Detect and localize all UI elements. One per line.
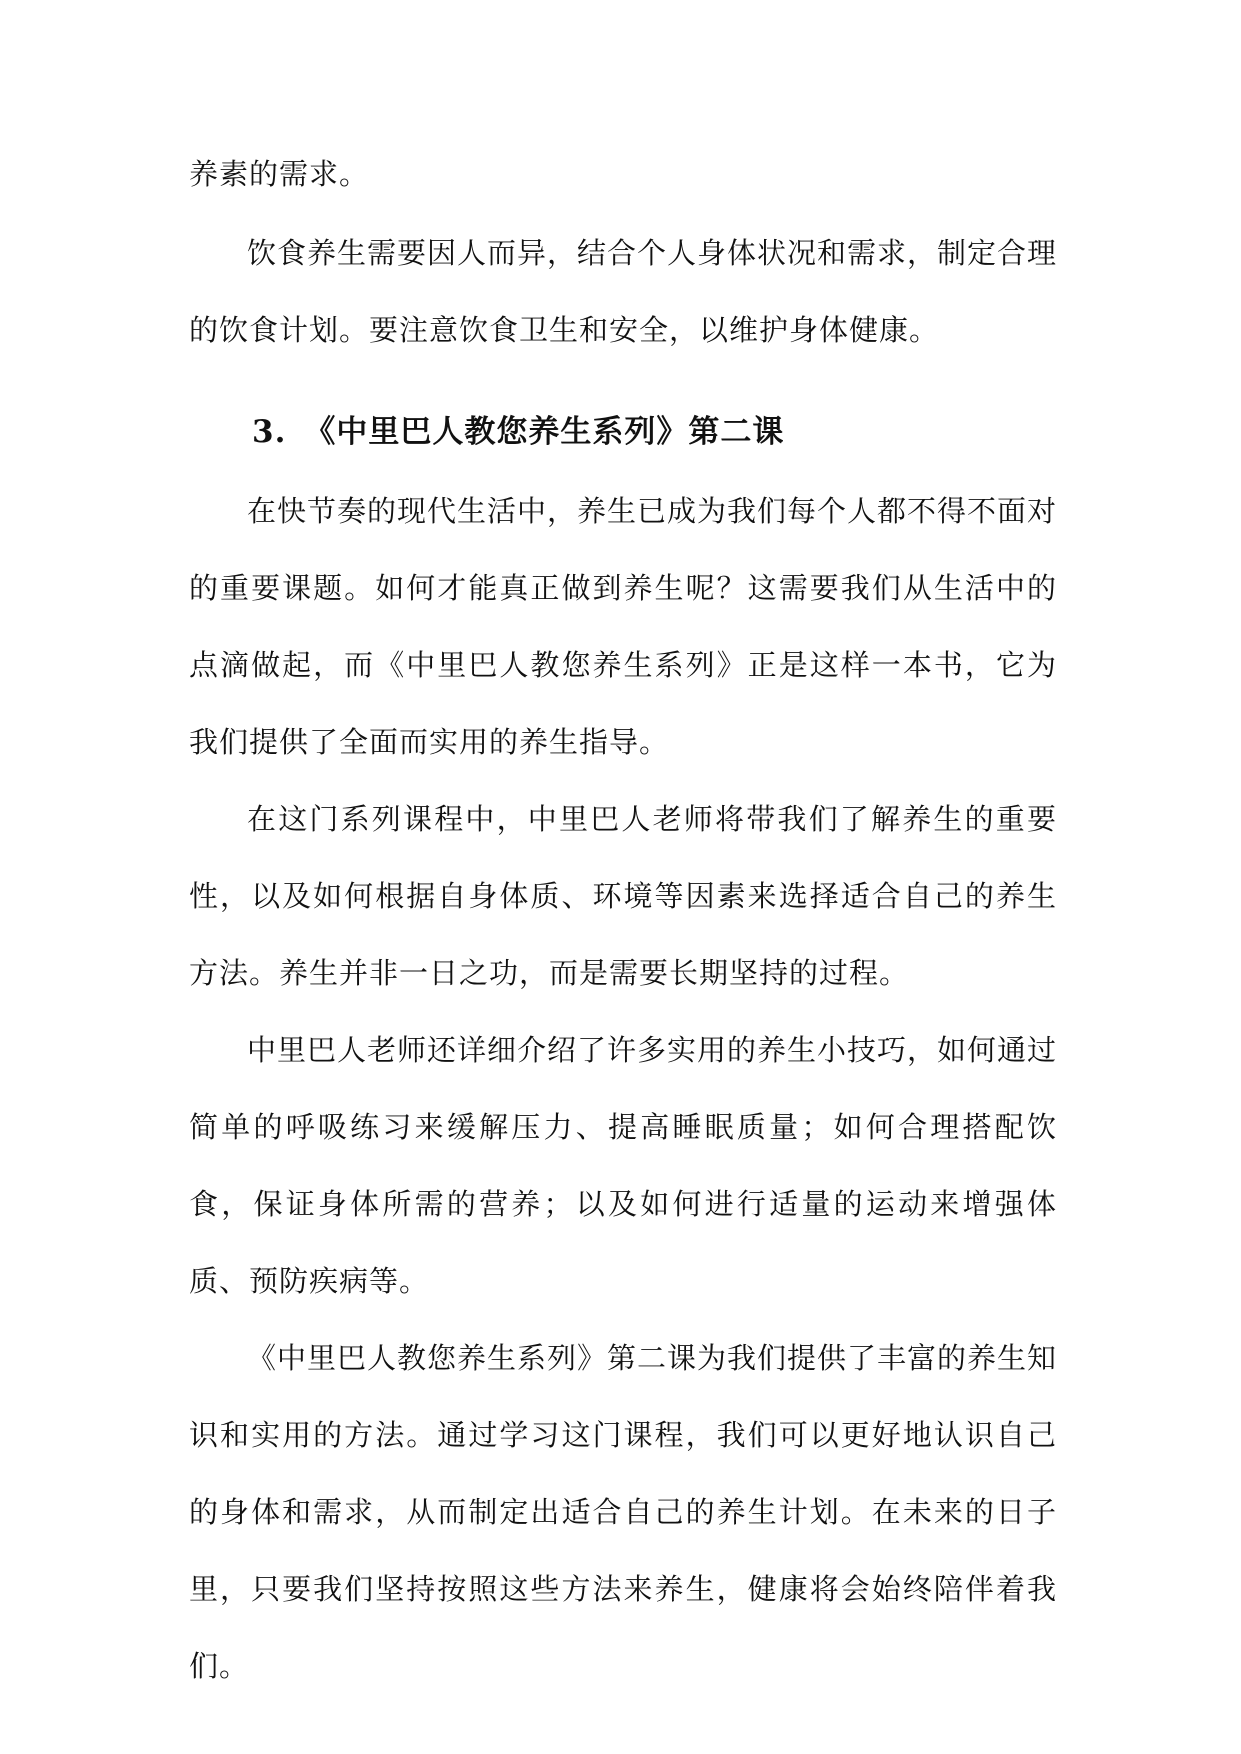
section-heading bbox=[189, 397, 1057, 467]
section-title: 《中里巴人教您养生系列》第二课 bbox=[304, 414, 785, 450]
document-body bbox=[189, 136, 1057, 1705]
paragraph-course-overview: 在这门系列课程中，中里巴人老师将带我们了解养生的重要性，以及如何根据自身体质、环境等因素来选择适合自己的养生方法。养生并非一日之功，而是需要长期坚持的过程。 bbox=[189, 802, 1057, 990]
section-number: 3. bbox=[252, 414, 287, 450]
paragraph-tips: 中里巴人老师还详细介绍了许多实用的养生小技巧，如何通过简单的呼吸练习来缓解压力、提高睡眠质量；如何合理搭配饮食，保证身体所需的营养；以及如何进行适量的运动来增强体质、预防疾病等。 bbox=[189, 1033, 1058, 1298]
paragraph-intro: 在快节奏的现代生活中，养生已成为我们每个人都不得不面对的重要课题。如何才能真正做到养生呢？这需要我们从生活中的点滴做起，而《中里巴人教您养生系列》正是这样一本书，它为我们提供了全面而实用的养生指导。 bbox=[189, 494, 1058, 759]
paragraph-continuation: 养素的需求。 bbox=[189, 157, 370, 191]
paragraph-conclusion: 《中里巴人教您养生系列》第二课为我们提供了丰富的养生知识和实用的方法。通过学习这门课程，我们可以更好地认识自己的身体和需求，从而制定出适合自己的养生计划。在未来的日子里，只要我们坚持按照这些方法来养生，健康将会始终陪伴着我们。 bbox=[189, 1341, 1058, 1683]
paragraph-diet-advice: 饮食养生需要因人而异，结合个人身体状况和需求，制定合理的饮食计划。要注意饮食卫生和安全，以维护身体健康。 bbox=[189, 236, 1058, 347]
